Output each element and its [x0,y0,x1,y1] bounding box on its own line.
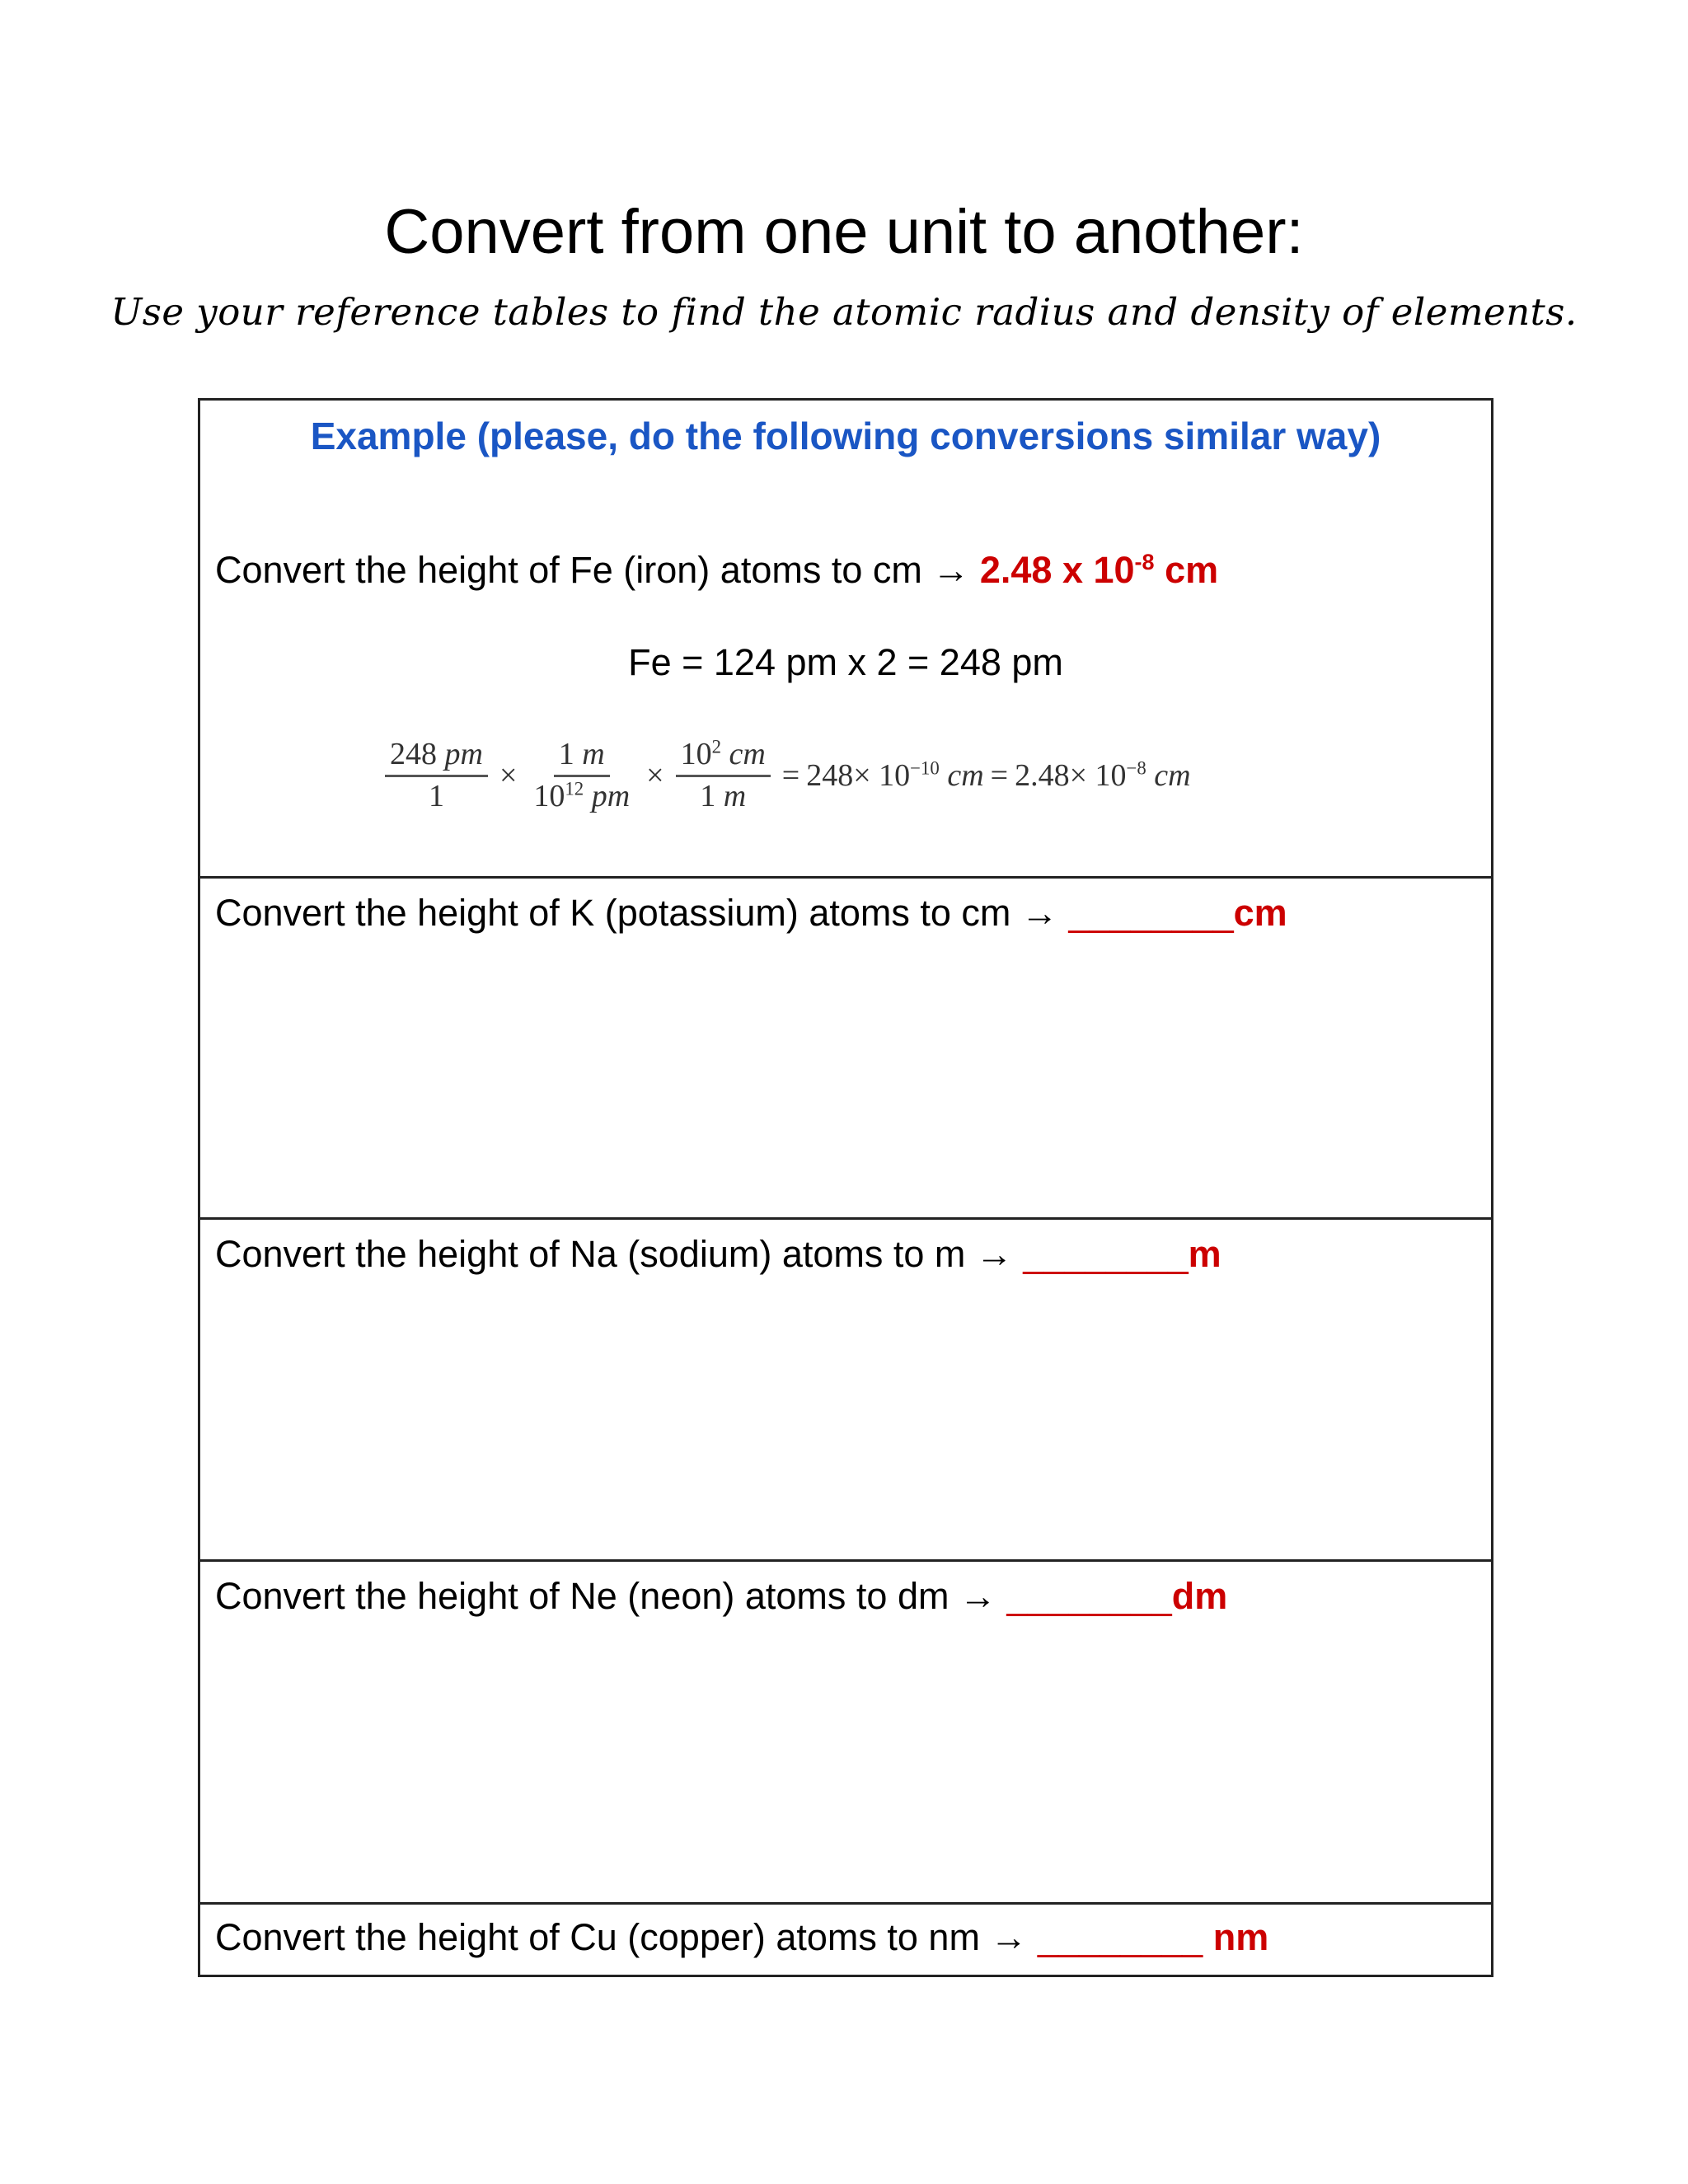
example-heading: Example (please, do the following conversions similar way) [310,415,1381,457]
times-sign: × [646,758,664,793]
question-cell-neon[interactable] [200,1562,1491,1905]
formula-result-2: $2.48\times 10^{-8}$ cm [1015,757,1191,793]
answer-blank[interactable]: ________ [1006,1575,1172,1617]
example-answer-base: 2.48 x 10 [979,549,1135,591]
example-answer-exponent: -8 [1134,550,1155,574]
question-line [215,1233,1221,1276]
example-question [215,549,1218,592]
question-line [215,892,1287,935]
fraction-3: $\frac{10^2 cm}{1 m}$ [676,735,771,816]
fraction-2: $\frac{1 m}{10^{12} pm}$ [533,737,631,813]
equals-sign: = [781,758,800,793]
question-text: Convert the height of K (potassium) atoms to cm → [215,892,1058,934]
example-calculation: Fe = 124 pm x 2 = 248 pm [628,641,1063,683]
conversion-formula [380,718,1369,833]
answer-blank[interactable]: ________ [1068,892,1234,934]
fraction-1: $\frac{248 pm}{1}$ [385,735,488,816]
page-title: Convert from one unit to another: [384,197,1304,267]
answer-blank[interactable]: ________ [1023,1233,1189,1275]
example-cell [200,401,1491,879]
answer-unit: dm [1171,1575,1228,1617]
example-answer [980,549,1218,591]
question-cell-potassium[interactable] [200,879,1491,1220]
answer-unit: nm [1212,1916,1269,1958]
question-cell-copper[interactable] [200,1905,1491,1980]
answer-unit: cm [1233,892,1287,934]
example-answer-unit: cm [1165,549,1219,591]
question-cell-sodium[interactable] [200,1220,1491,1562]
page-subtitle: Use your reference tables to find the atomic radius and density of elements. [110,290,1578,334]
question-text: Convert the height of Cu (copper) atoms to nm → [215,1916,1028,1958]
times-sign: × [499,758,518,793]
worksheet-table [198,398,1493,1977]
question-line [215,1575,1227,1618]
example-question-text: Convert the height of Fe (iron) atoms to cm → [215,549,970,591]
formula-result-1: $248\times 10^{-10}$ cm [806,757,984,793]
question-text: Convert the height of Na (sodium) atoms to m → [215,1233,1013,1275]
answer-blank[interactable]: ________ [1037,1916,1203,1958]
equals-sign: = [990,758,1009,793]
question-text: Convert the height of Ne (neon) atoms to dm → [215,1575,996,1617]
answer-unit: m [1188,1233,1221,1275]
question-line [215,1916,1268,1959]
